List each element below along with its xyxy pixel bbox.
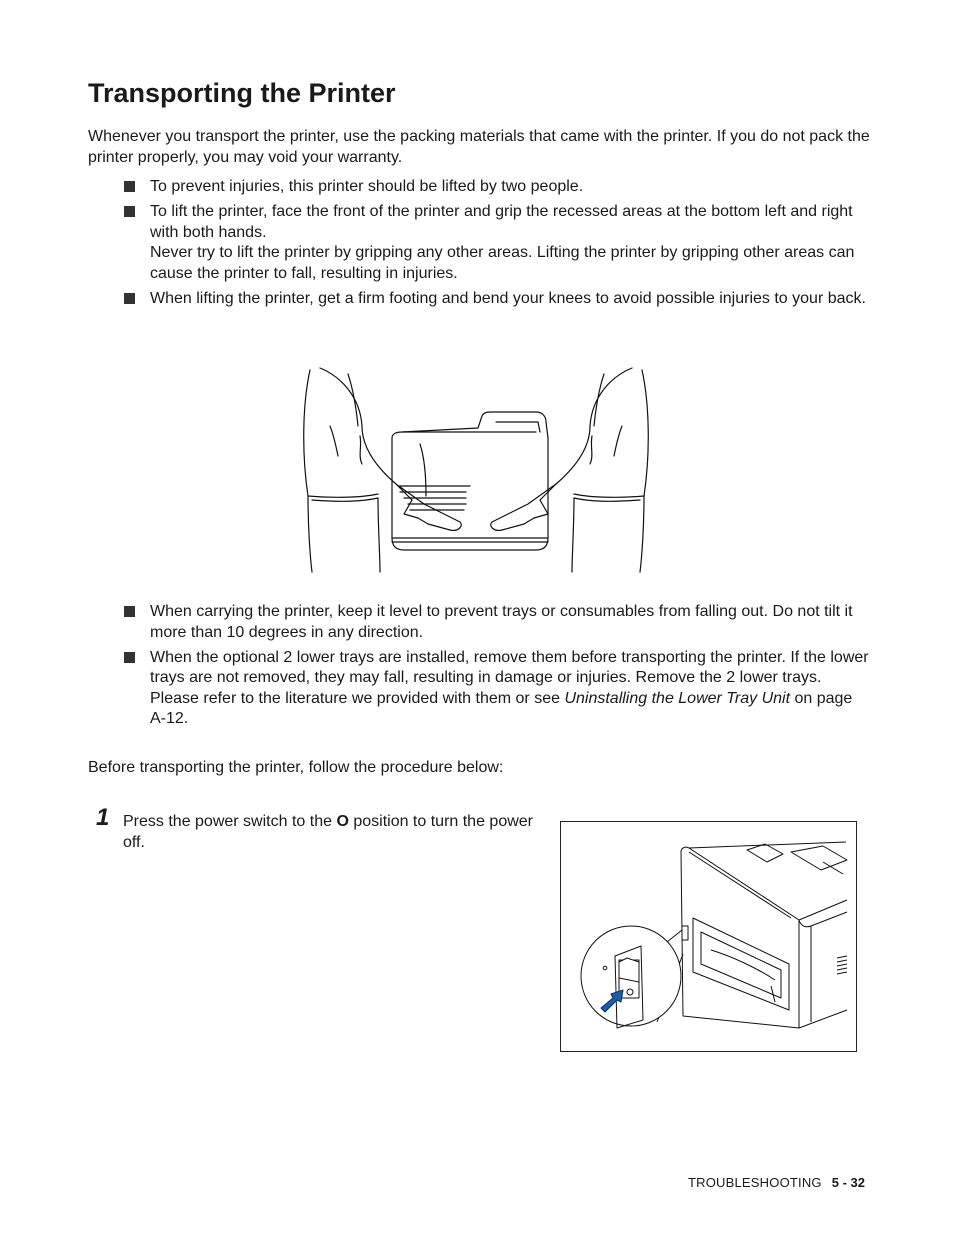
page-number: 5 - 32	[831, 1175, 865, 1190]
list-item	[124, 648, 869, 730]
list-item	[124, 177, 869, 198]
power-switch-illustration	[560, 821, 857, 1052]
step-text	[123, 812, 558, 853]
list-item-text-part: on page A-12.	[150, 689, 853, 727]
page-title: Transporting the Printer	[88, 78, 396, 108]
list-item-text: When carrying the printer, keep it level to prevent trays or consumables from falling out. Do not tilt it more than 10 degrees in any direction.	[150, 603, 853, 641]
list-item-text: When lifting the printer, get a firm footing and bend your knees to avoid possible injuries to your back.	[150, 289, 866, 307]
carrying-list	[124, 602, 869, 734]
bullet-square-icon	[124, 181, 135, 192]
list-item	[124, 202, 869, 284]
step-text-part: Press the power switch to the	[123, 813, 337, 830]
list-item-text-part: When the optional 2 lower trays are installed, remove them before transporting the printer. If the lower trays are not removed, they may fall, resulting in damage or injuries. Remove the 2 lower trays. Please refer to the literature we provided with them or see	[150, 648, 869, 707]
list-item	[124, 289, 869, 310]
intro-paragraph: Whenever you transport the printer, use the packing materials that came with the printer. If you do not pack the printer properly, you may void your warranty.	[88, 128, 870, 166]
bullet-square-icon	[124, 206, 135, 217]
list-item-text: Never try to lift the printer by gripping any other areas. Lifting the printer by gripping other areas can cause the printer to fall, resulting in injuries.	[150, 244, 855, 282]
bullet-square-icon	[124, 652, 135, 663]
procedure-intro: Before transporting the printer, follow the procedure below:	[88, 759, 504, 776]
lifting-printer-illustration	[300, 366, 652, 574]
list-item-text: To lift the printer, face the front of the printer and grip the recessed areas at the bottom left and right with both hands.	[150, 203, 853, 241]
page-footer	[688, 1175, 865, 1190]
list-item-text: To prevent injuries, this printer should be lifted by two people.	[150, 178, 584, 195]
step-text-part: position to turn the power off.	[123, 813, 533, 851]
power-off-symbol: O	[336, 813, 349, 830]
footer-section: TROUBLESHOOTING	[688, 1175, 822, 1190]
step-number: 1	[96, 804, 110, 831]
safety-list	[124, 177, 869, 314]
bullet-square-icon	[124, 293, 135, 304]
list-item	[124, 602, 869, 643]
list-item-text	[150, 648, 869, 730]
bullet-square-icon	[124, 606, 135, 617]
cross-reference-link[interactable]: Uninstalling the Lower Tray Unit	[564, 689, 791, 707]
